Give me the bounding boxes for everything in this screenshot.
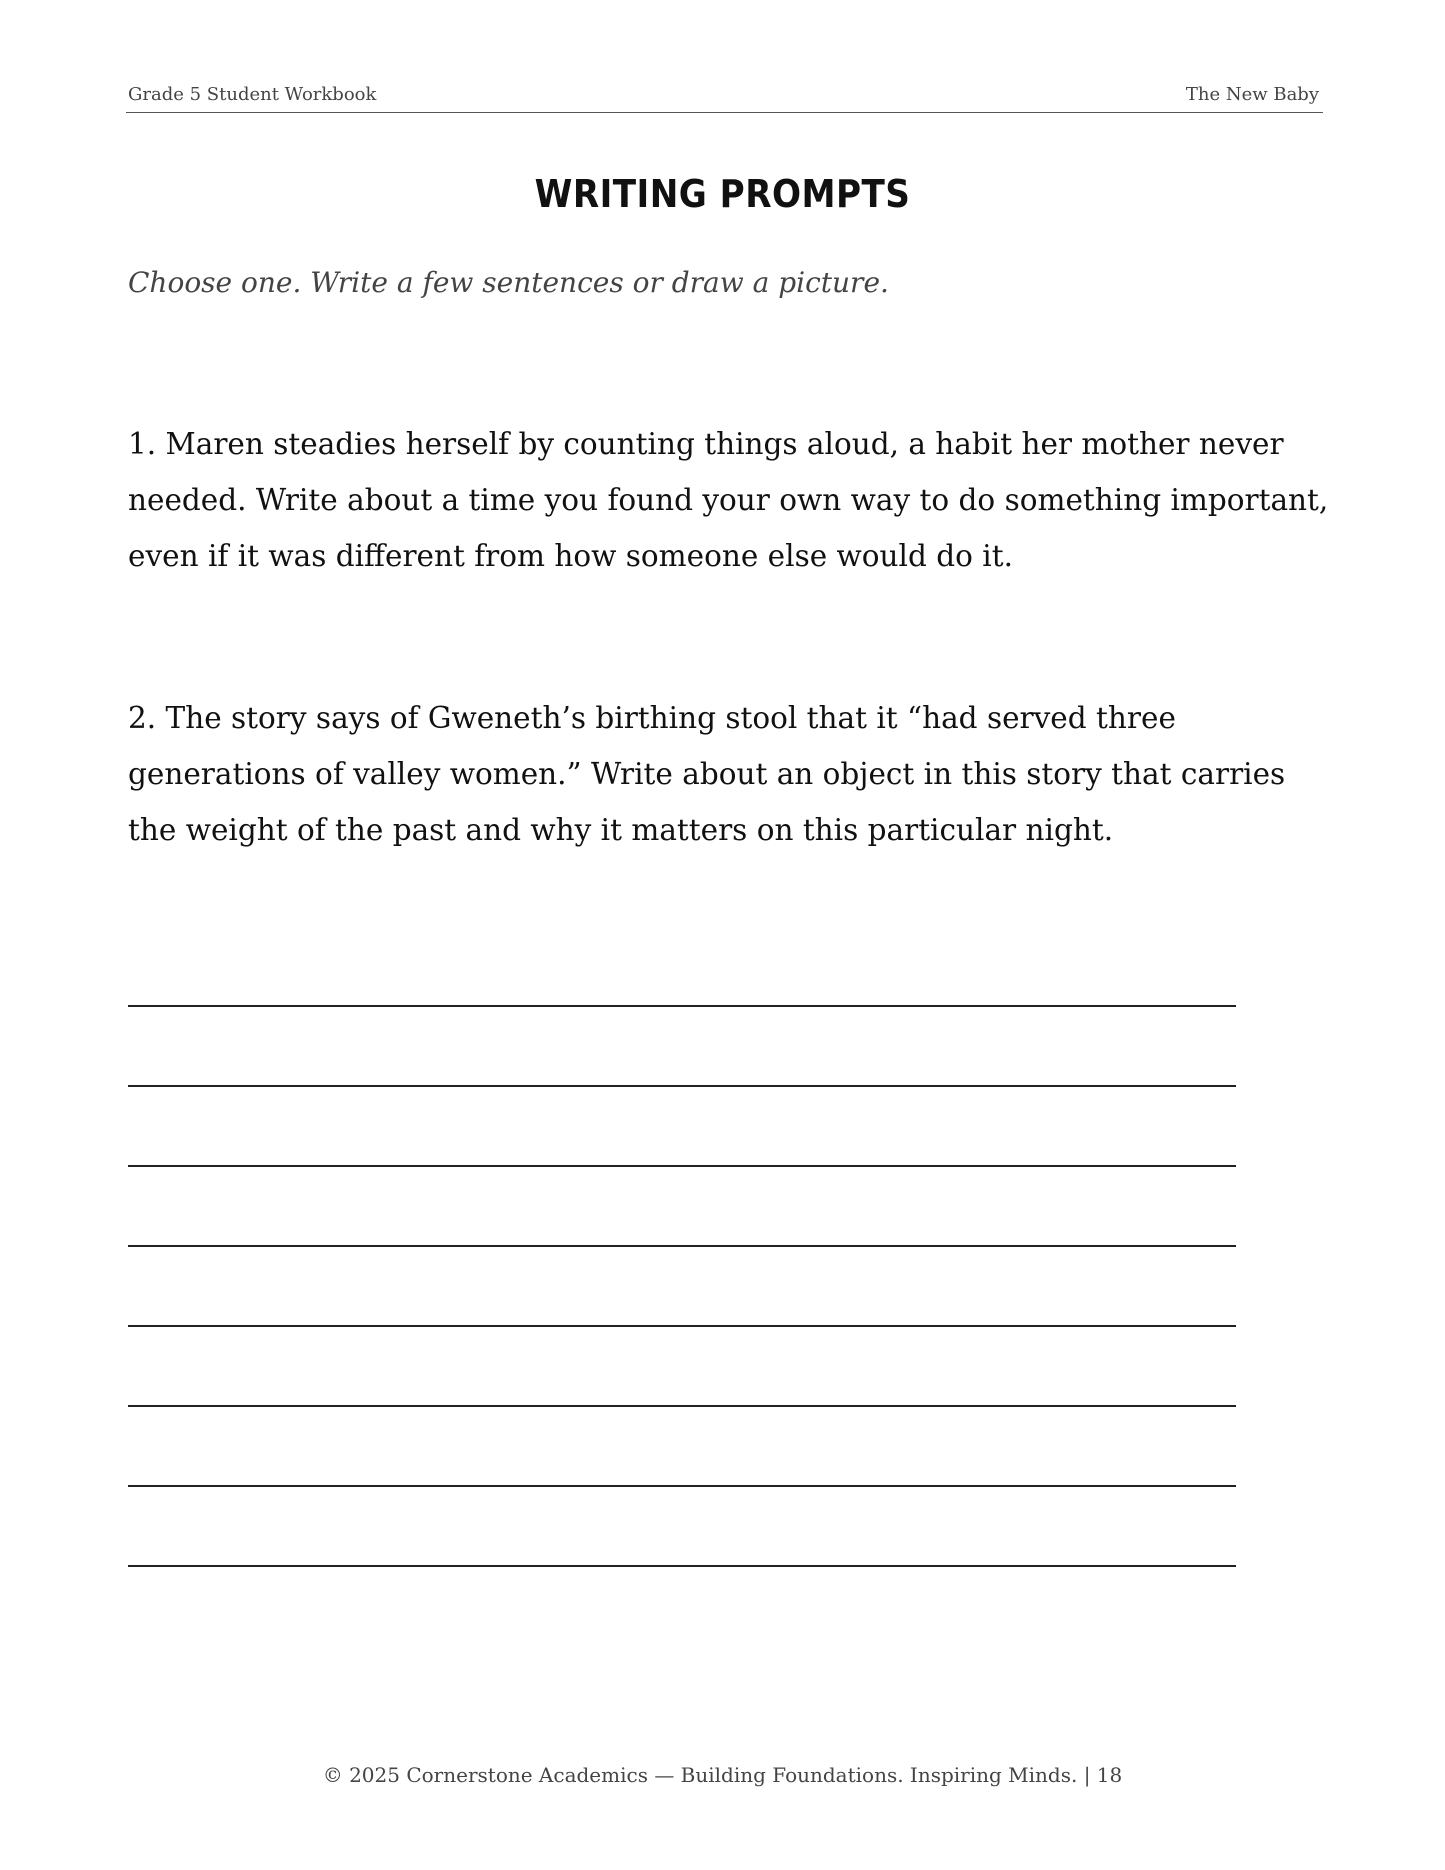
header-story-title: The New Baby [1185, 84, 1319, 105]
page-title: WRITING PROMPTS [534, 172, 911, 216]
writing-line[interactable] [128, 1405, 1236, 1407]
writing-line[interactable] [128, 1085, 1236, 1087]
writing-line[interactable] [128, 1245, 1236, 1247]
writing-line[interactable] [128, 1165, 1236, 1167]
writing-prompt-1: 1. Maren steadies herself by counting things aloud, a habit her mother never needed. Write about a time you found your own way to do something important, even if it was different from how someone else would do it. [128, 427, 1329, 573]
writing-prompt-2: 2. The story says of Gweneth’s birthing stool that it “had served three generations of valley women.” Write about an object in this story that carries the weight of the past and why it matters on this particular night. [128, 701, 1286, 847]
writing-line[interactable] [128, 1565, 1236, 1567]
writing-line[interactable] [128, 1325, 1236, 1327]
header-workbook-title: Grade 5 Student Workbook [128, 84, 377, 105]
instructions: Choose one. Write a few sentences or draw a picture. [128, 266, 889, 299]
writing-line[interactable] [128, 1485, 1236, 1487]
running-header [126, 82, 1323, 113]
page-footer: © 2025 Cornerstone Academics — Building Foundations. Inspiring Minds. | 18 [322, 1763, 1123, 1787]
writing-line[interactable] [128, 1005, 1236, 1007]
